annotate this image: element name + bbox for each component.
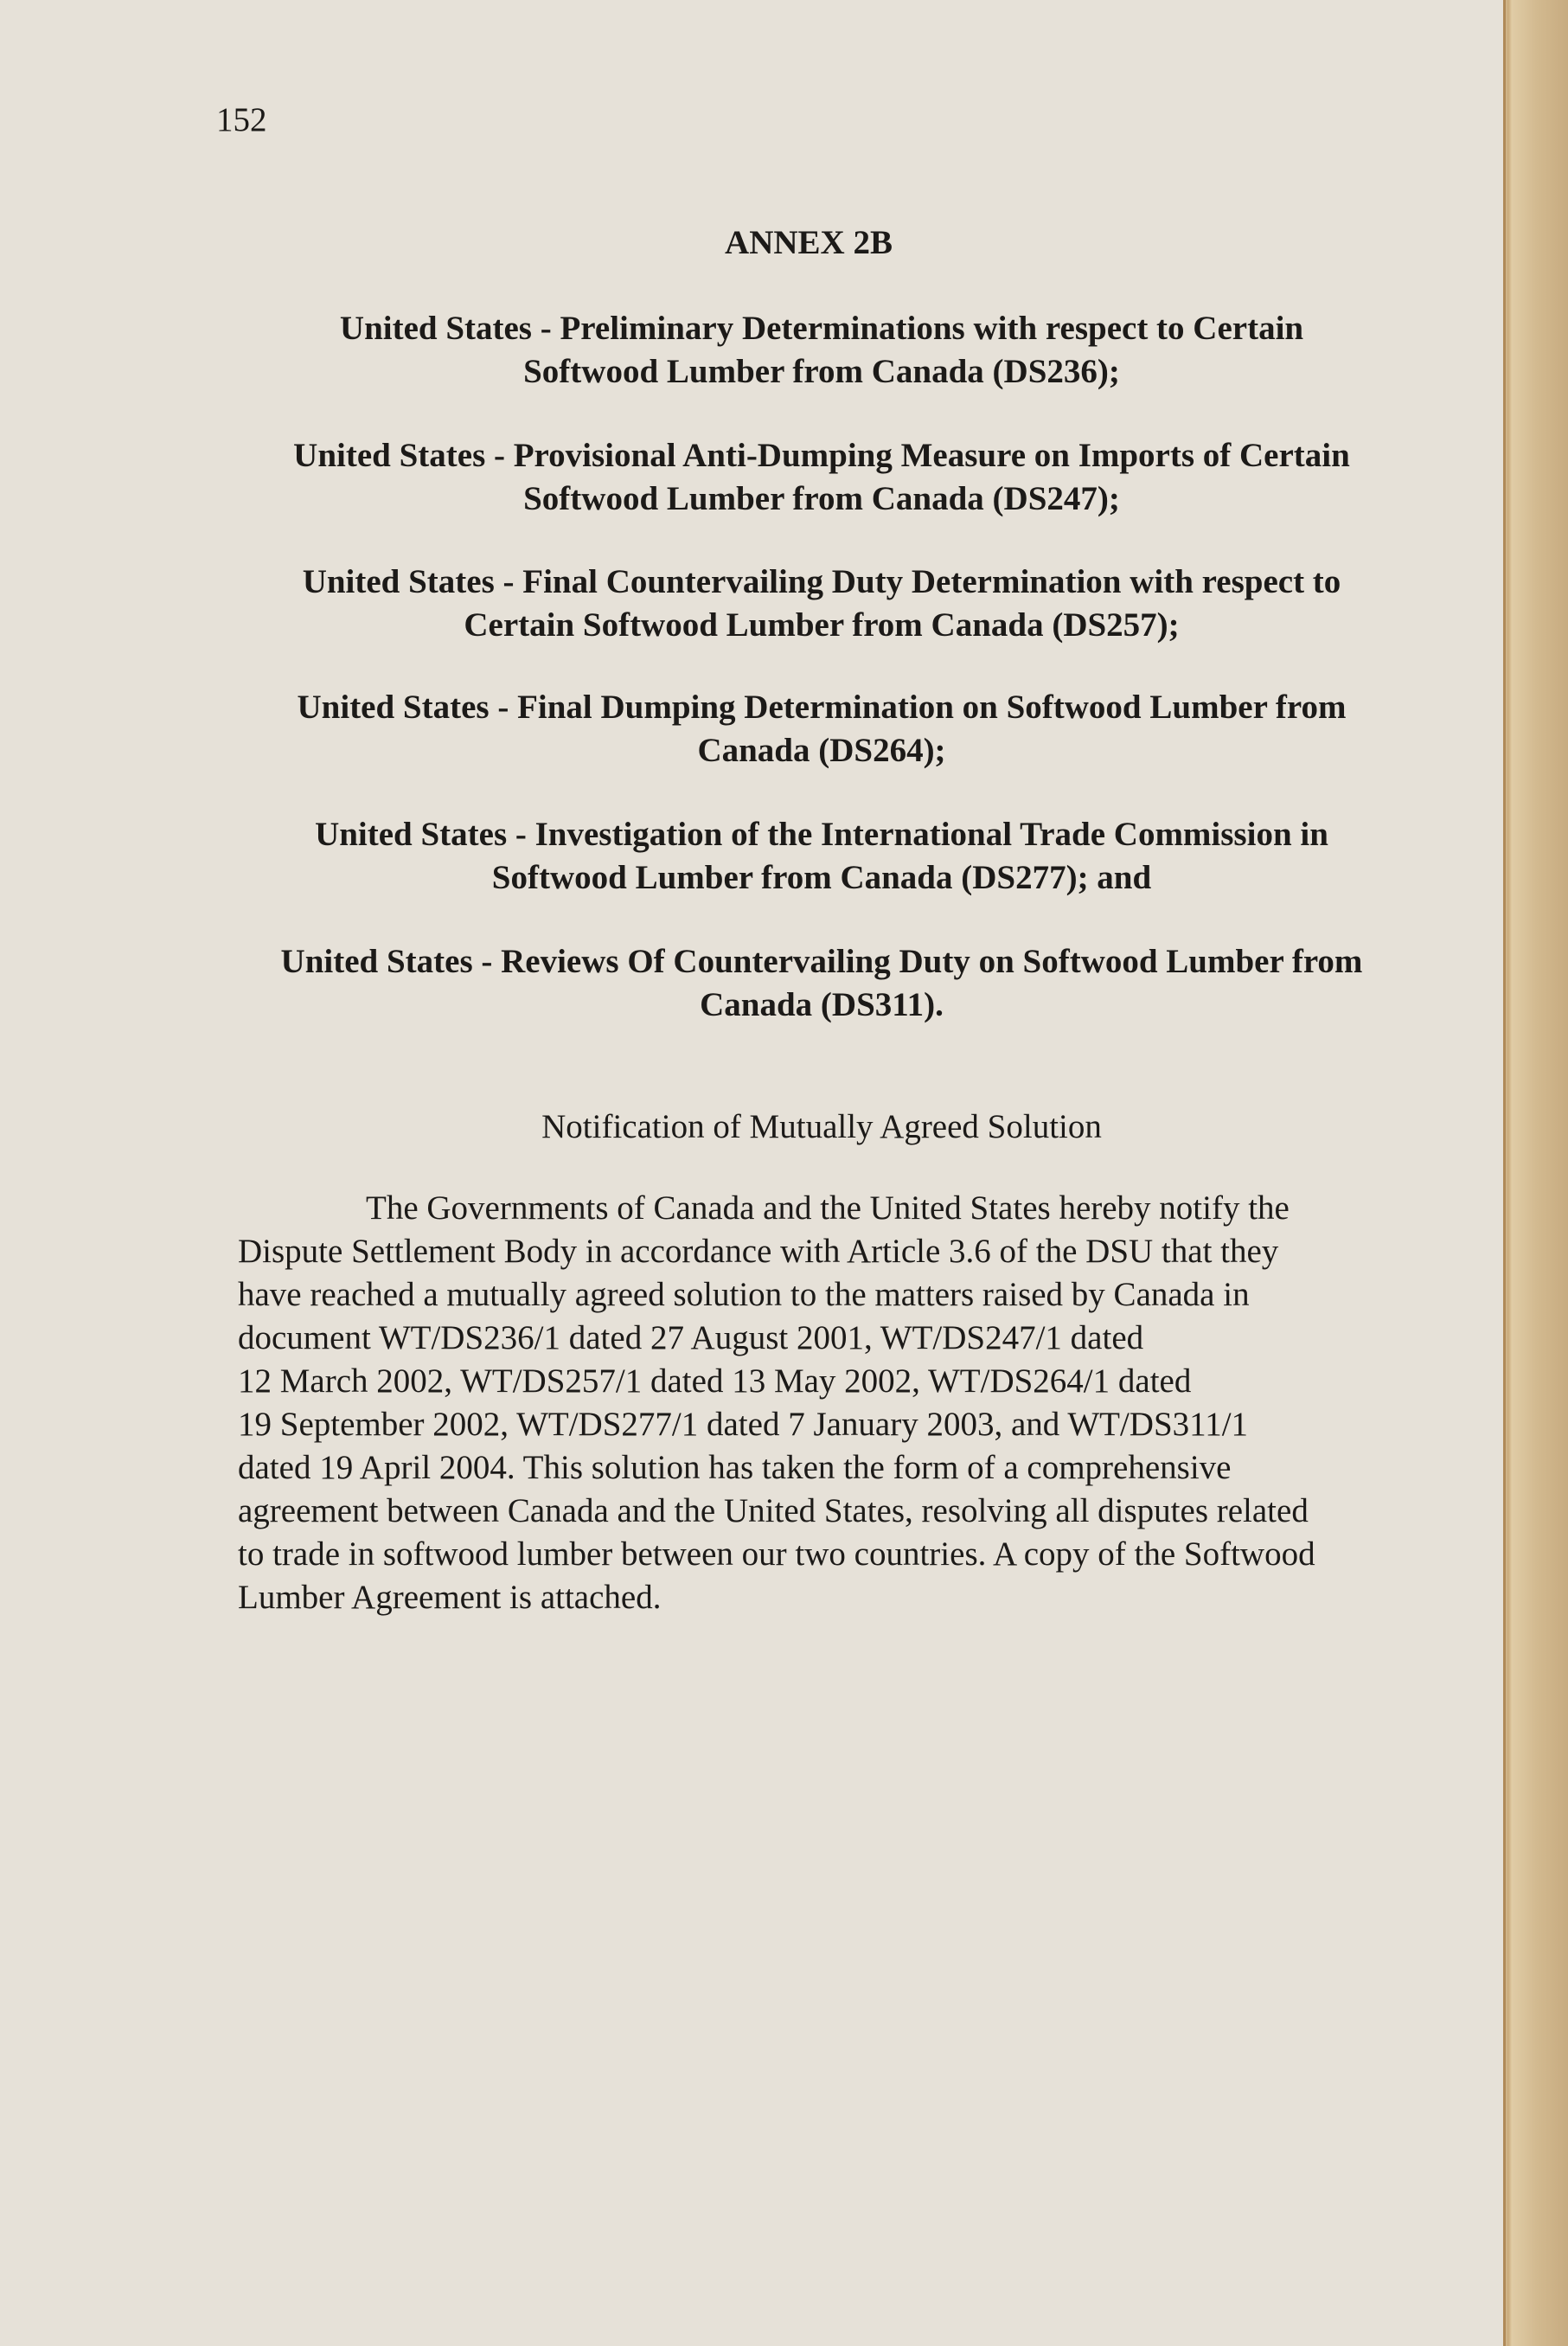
case-title-line: Certain Softwood Lumber from Canada (DS257); bbox=[464, 606, 1180, 644]
body-line: Dispute Settlement Body in accordance with Article 3.6 of the DSU that they bbox=[238, 1233, 1279, 1270]
case-title-line: Canada (DS264); bbox=[697, 732, 946, 769]
case-title-line: United States - Reviews Of Countervailing Duty on Softwood Lumber from bbox=[280, 943, 1363, 980]
case-title-line: Softwood Lumber from Canada (DS277); and bbox=[491, 859, 1152, 896]
case-title-line: United States - Provisional Anti-Dumping Measure on Imports of Certain bbox=[293, 437, 1350, 474]
case-title-ds264 bbox=[234, 686, 1410, 772]
annex-title: ANNEX 2B bbox=[725, 224, 893, 261]
page-edge-line bbox=[1503, 0, 1506, 2346]
body-line: agreement between Canada and the United States, resolving all disputes related bbox=[238, 1492, 1309, 1529]
case-title-line: United States - Final Dumping Determination on Softwood Lumber from bbox=[297, 689, 1347, 726]
body-line: document WT/DS236/1 dated 27 August 2001, WT/DS247/1 dated bbox=[238, 1319, 1144, 1356]
case-title-ds257 bbox=[234, 561, 1410, 647]
case-title-line: Canada (DS311). bbox=[700, 986, 944, 1023]
body-line: The Governments of Canada and the United States hereby notify the bbox=[366, 1189, 1290, 1227]
case-title-ds236 bbox=[234, 307, 1410, 394]
case-title-ds247 bbox=[234, 434, 1410, 521]
case-title-line: Softwood Lumber from Canada (DS247); bbox=[523, 480, 1120, 517]
case-title-line: Softwood Lumber from Canada (DS236); bbox=[523, 353, 1120, 390]
body-line: 12 March 2002, WT/DS257/1 dated 13 May 2002, WT/DS264/1 dated bbox=[238, 1362, 1192, 1400]
notification-body bbox=[238, 1187, 1414, 1619]
body-line: Lumber Agreement is attached. bbox=[238, 1579, 662, 1616]
page-edge bbox=[1503, 0, 1568, 2346]
case-title-ds311 bbox=[234, 940, 1410, 1027]
page-number: 152 bbox=[216, 101, 267, 138]
body-line: have reached a mutually agreed solution to the matters raised by Canada in bbox=[238, 1276, 1250, 1313]
case-title-ds277 bbox=[234, 813, 1410, 900]
case-title-line: United States - Investigation of the International Trade Commission in bbox=[315, 816, 1328, 853]
body-line: 19 September 2002, WT/DS277/1 dated 7 January 2003, and WT/DS311/1 bbox=[238, 1406, 1249, 1443]
body-line: dated 19 April 2004. This solution has taken the form of a comprehensive bbox=[238, 1449, 1232, 1486]
case-title-line: United States - Preliminary Determinations with respect to Certain bbox=[339, 310, 1304, 347]
body-line: to trade in softwood lumber between our two countries. A copy of the Softwood bbox=[238, 1535, 1315, 1573]
case-title-line: United States - Final Countervailing Duty Determination with respect to bbox=[302, 563, 1341, 600]
notification-heading: Notification of Mutually Agreed Solution bbox=[541, 1108, 1102, 1145]
